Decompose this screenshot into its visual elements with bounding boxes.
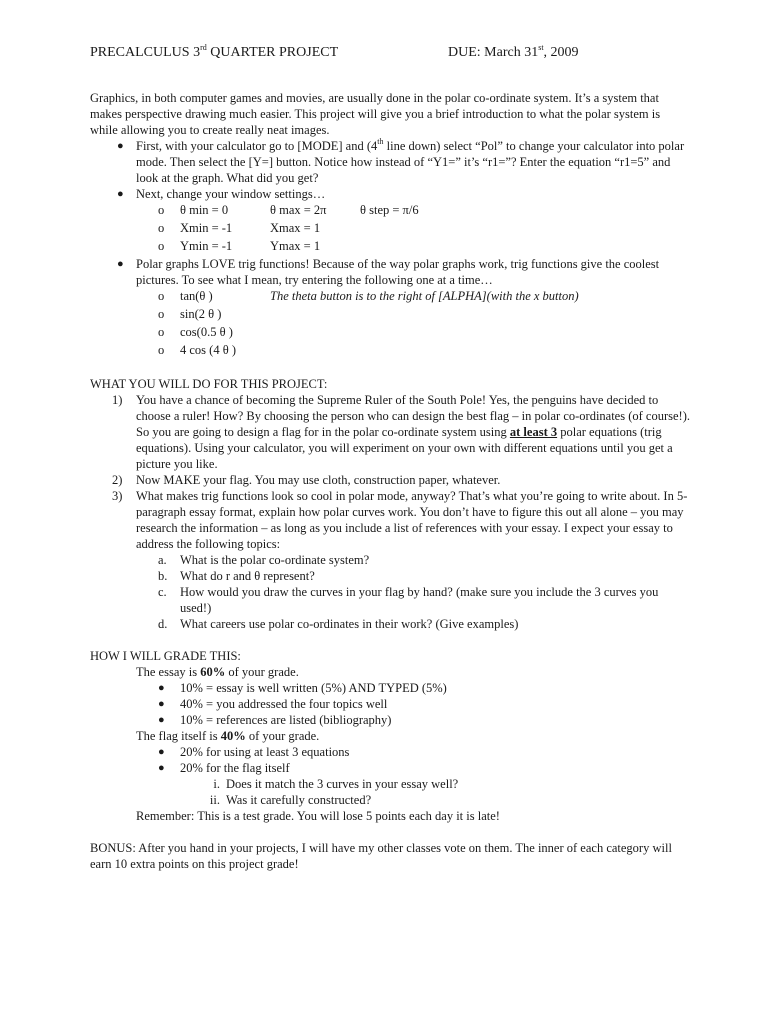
- intro-paragraph: Graphics, in both computer games and movies, are usually done in the polar co-ordinate system. It’s a system that makes perspective drawing much easier. This project will give you a brief introduction to what the polar system is while allowing you to create really neat images.: [90, 91, 661, 137]
- essay-topic: a. What is the polar co-ordinate system?: [158, 553, 370, 567]
- bullet-marker: ●: [158, 762, 165, 774]
- flag-criterion: ● 20% for using at least 3 equations: [158, 745, 350, 759]
- flag-weight-line: The flag itself is 40% of your grade.: [136, 729, 320, 743]
- due-date: DUE: March 31st, 2009: [448, 43, 579, 60]
- flag-criterion: ● 20% for the flag itself: [158, 761, 290, 775]
- window-setting-row: o θ min = 0 θ max = 2π θ step = π/6: [158, 203, 419, 217]
- essay-criterion: ● 10% = references are listed (bibliography): [158, 713, 392, 727]
- bullet-marker: ●: [117, 188, 124, 200]
- project-item-1: 1) You have a chance of becoming the Supreme Ruler of the South Pole! Yes, the penguins have decided to choose a ruler! How? By choosing the person who can design the best flag – in polar co-ordinates (of course!). So you are going to design a flag for in the polar co-ordinate system using at least 3 polar equations (trig equations). Using your calculator, you will experiment on your own with different equations until you get a picture you like.: [112, 393, 690, 471]
- bullet-marker: ●: [117, 140, 124, 152]
- essay-criterion: ● 40% = you addressed the four topics well: [158, 697, 388, 711]
- project-item-3: 3) What makes trig functions look so cool in polar mode, anyway? That’s what you’re going to write about. In 5-paragraph essay format, explain how polar curves work. You don’t have to figure this out all alone – you may research the information – as long as you include a list of references with your essay. I expect your essay to address the following topics:: [112, 489, 688, 551]
- document-header: [90, 40, 690, 62]
- theta-button-note: The theta button is to the right of [ALPHA](with the x button): [270, 289, 579, 303]
- trig-function-item: o sin(2 θ ): [158, 307, 222, 321]
- window-setting-row: o Ymin = -1 Ymax = 1: [158, 239, 321, 253]
- trig-function-item: o cos(0.5 θ ): [158, 325, 233, 339]
- window-setting-row: o Xmin = -1 Xmax = 1: [158, 221, 321, 235]
- late-penalty-note: Remember: This is a test grade. You will lose 5 points each day it is late!: [136, 809, 500, 823]
- bullet-marker: ●: [117, 258, 124, 270]
- essay-criterion: ● 10% = essay is well written (5%) AND TYPED (5%): [158, 681, 447, 695]
- document-title: PRECALCULUS 3rd QUARTER PROJECT: [90, 43, 339, 60]
- instruction-bullet-3: ● Polar graphs LOVE trig functions! Because of the way polar graphs work, trig functions give the coolest pictures. To see what I mean, try entering the following one at a time…: [117, 257, 660, 287]
- flag-subcriterion: i. Does it match the 3 curves in your essay well?: [213, 777, 459, 791]
- bullet-marker: ●: [158, 682, 165, 694]
- essay-topic: d. What careers use polar co-ordinates in their work? (Give examples): [158, 617, 519, 631]
- instruction-bullet-2: ● Next, change your window settings…: [117, 187, 326, 201]
- essay-weight-line: The essay is 60% of your grade.: [136, 665, 299, 679]
- project-heading: WHAT YOU WILL DO FOR THIS PROJECT:: [90, 377, 328, 391]
- bonus-paragraph: BONUS: After you hand in your projects, I will have my other classes vote on them. The inner of each category will earn 10 extra points on this project grade!: [90, 841, 672, 871]
- instruction-bullet-1: ● First, with your calculator go to [MODE] and (4th line down) select “Pol” to change your calculator into polar mode. Then select the [Y=] button. Notice how instead of “Y1=” it’s “r1=”? Enter the equation “r1=5” and look at the graph. What did you get?: [117, 137, 685, 185]
- document-page: [90, 40, 690, 872]
- trig-function-item: o 4 cos (4 θ ): [158, 343, 236, 357]
- grading-heading: HOW I WILL GRADE THIS:: [90, 649, 241, 663]
- bullet-marker: ●: [158, 746, 165, 758]
- bullet-marker: ●: [158, 698, 165, 710]
- trig-function-item: o tan(θ ) The theta button is to the right of [ALPHA](with the x button): [158, 289, 579, 303]
- essay-topic: b. What do r and θ represent?: [158, 569, 315, 583]
- bullet-marker: ●: [158, 714, 165, 726]
- essay-topic: c. How would you draw the curves in your flag by hand? (make sure you include the 3 curves you used!): [158, 585, 659, 615]
- flag-subcriterion: ii. Was it carefully constructed?: [209, 793, 372, 807]
- at-least-3-emphasis: at least 3: [509, 425, 558, 439]
- project-item-2: 2) Now MAKE your flag. You may use cloth, construction paper, whatever.: [112, 473, 501, 487]
